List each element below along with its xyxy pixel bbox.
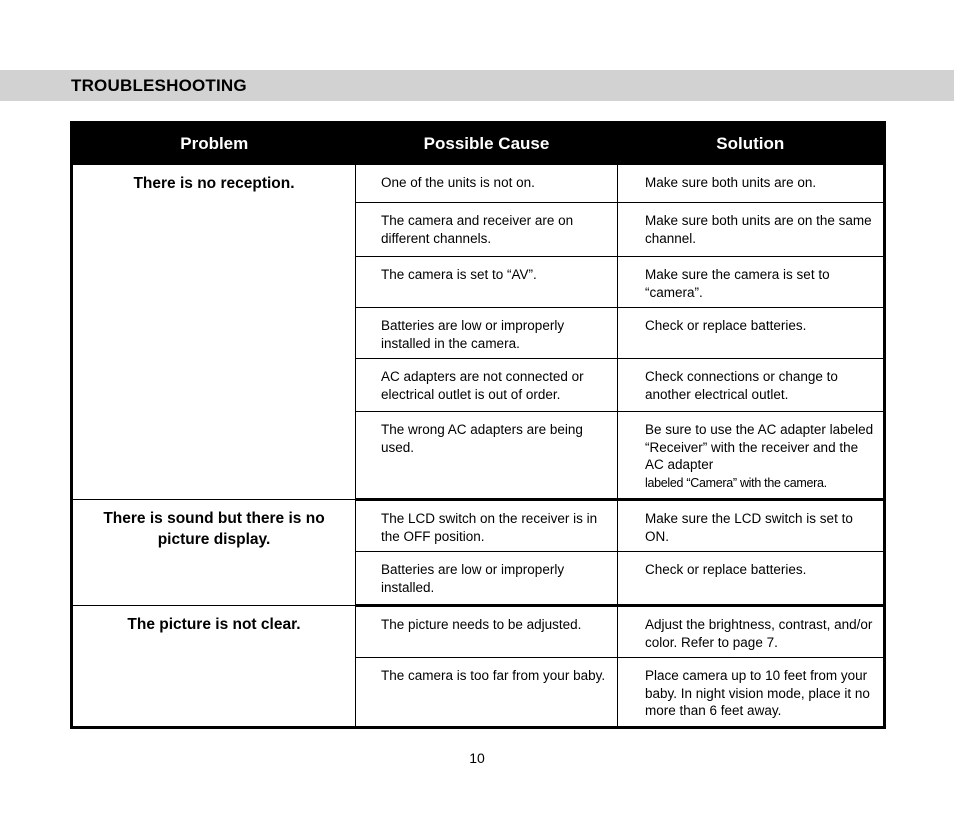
solution-cell: Make sure the camera is set to “camera”.: [618, 257, 885, 308]
solution-cell: Adjust the brightness, contrast, and/or color. Refer to page 7.: [618, 606, 885, 658]
solution-text-small: labeled “Camera” with the camera.: [645, 475, 827, 490]
table-row: [72, 165, 885, 203]
cause-cell: The camera is too far from your baby.: [356, 658, 618, 728]
section-title: TROUBLESHOOTING: [71, 76, 247, 95]
solution-cell: Make sure both units are on the same channel.: [618, 203, 885, 257]
cause-cell: The picture needs to be adjusted.: [356, 606, 618, 658]
solution-cell: Check connections or change to another electrical outlet.: [618, 359, 885, 412]
header-possible-cause: Possible Cause: [356, 123, 618, 165]
cause-cell: The camera is set to “AV”.: [356, 257, 618, 308]
header-problem: Problem: [72, 123, 356, 165]
problem-picture-not-clear: The picture is not clear.: [72, 606, 356, 728]
cause-cell: The wrong AC adapters are being used.: [356, 412, 618, 500]
table-header-row: [72, 123, 885, 165]
solution-cell: Make sure both units are on.: [618, 165, 885, 203]
solution-cell: Check or replace batteries.: [618, 308, 885, 359]
solution-cell: [618, 412, 885, 500]
table-row: [72, 606, 885, 658]
section-header-bar: [0, 70, 954, 101]
solution-cell: Place camera up to 10 feet from your baby. In night vision mode, place it no more than 6 feet away.: [618, 658, 885, 728]
cause-cell: The LCD switch on the receiver is in the OFF position.: [356, 500, 618, 552]
solution-cell: Check or replace batteries.: [618, 552, 885, 606]
header-solution: Solution: [618, 123, 885, 165]
cause-cell: AC adapters are not connected or electrical outlet is out of order.: [356, 359, 618, 412]
cause-cell: One of the units is not on.: [356, 165, 618, 203]
cause-cell: Batteries are low or improperly installed.: [356, 552, 618, 606]
cause-cell: Batteries are low or improperly installed in the camera.: [356, 308, 618, 359]
solution-text: Be sure to use the AC adapter labeled “Receiver” with the receiver and the AC adapter: [645, 422, 874, 472]
page-number: 10: [469, 750, 485, 766]
problem-no-picture: There is sound but there is no picture display.: [72, 500, 356, 606]
troubleshooting-table: [70, 121, 886, 729]
table-row: [72, 500, 885, 552]
solution-cell: Make sure the LCD switch is set to ON.: [618, 500, 885, 552]
cause-cell: The camera and receiver are on different channels.: [356, 203, 618, 257]
problem-no-reception: There is no reception.: [72, 165, 356, 500]
